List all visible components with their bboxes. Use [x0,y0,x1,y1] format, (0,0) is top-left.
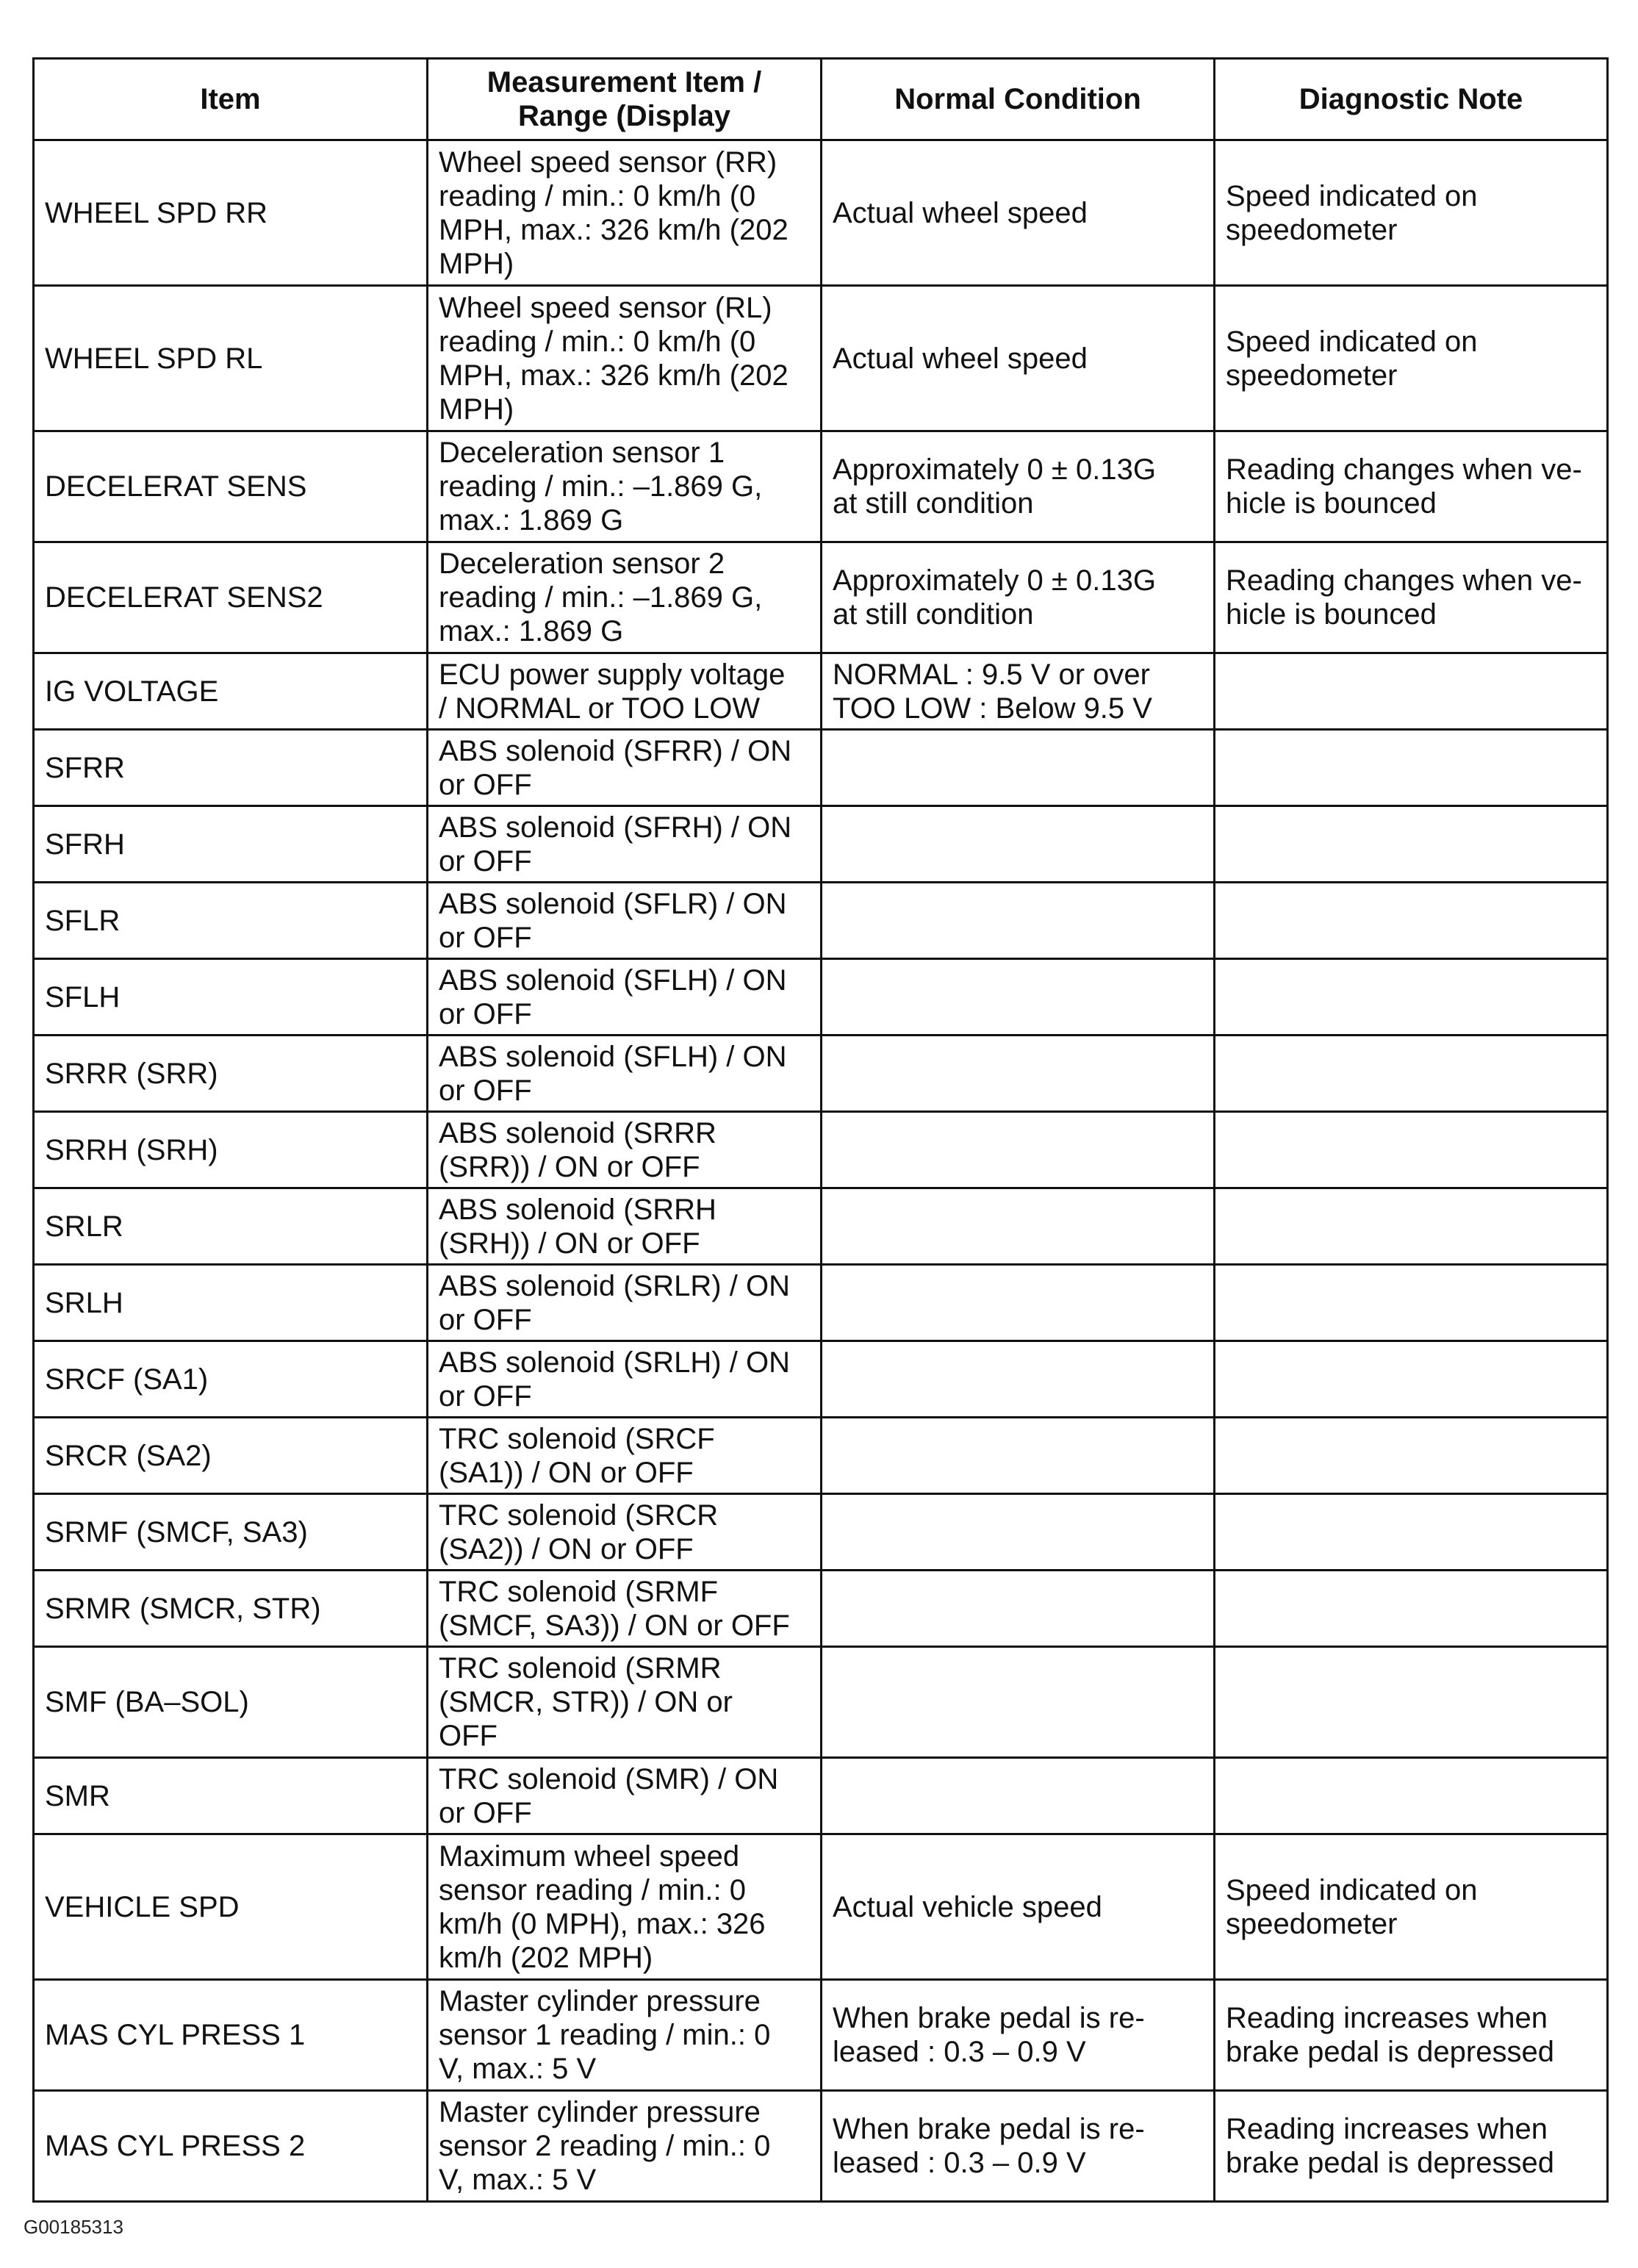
row-item-cell: VEHICLE SPD [34,1834,428,1980]
table-row [34,1834,1608,1980]
row-measurement-cell: ABS solenoid (SRRH (SRH)) / ON or OFF [428,1188,822,1265]
row-item-cell: SFLH [34,959,428,1036]
row-diagnostic-note-cell: Reading increases when brake pedal is depressed [1215,2091,1608,2202]
row-normal-condition-cell: When brake pedal is re- leased : 0.3 – 0.9 V [822,2091,1215,2202]
row-normal-condition-cell [822,1341,1215,1418]
row-item-cell: SRRR (SRR) [34,1036,428,1112]
row-diagnostic-note-cell [1215,730,1608,806]
row-measurement-cell: Deceleration sensor 1 reading / min.: –1.869 G, max.: 1.869 G [428,431,822,542]
row-item-cell: IG VOLTAGE [34,653,428,730]
row-measurement-cell: TRC solenoid (SRCF (SA1)) / ON or OFF [428,1418,822,1494]
table-row [34,653,1608,730]
row-item-cell: DECELERAT SENS2 [34,542,428,653]
table-row [34,806,1608,883]
row-measurement-cell: TRC solenoid (SRMR (SMCR, STR)) / ON or OFF [428,1647,822,1758]
row-diagnostic-note-cell: Speed indicated on speedometer [1215,286,1608,431]
row-measurement-cell: ABS solenoid (SFLH) / ON or OFF [428,1036,822,1112]
row-item-cell: SRRH (SRH) [34,1112,428,1188]
row-item-cell: SRMR (SMCR, STR) [34,1571,428,1647]
row-diagnostic-note-cell [1215,959,1608,1036]
row-item-cell: SFRR [34,730,428,806]
row-measurement-cell: ECU power supply voltage / NORMAL or TOO LOW [428,653,822,730]
row-item-cell: SMR [34,1758,428,1834]
table-row [34,1112,1608,1188]
row-measurement-cell: ABS solenoid (SFRR) / ON or OFF [428,730,822,806]
row-item-cell: MAS CYL PRESS 2 [34,2091,428,2202]
row-normal-condition-cell: Actual wheel speed [822,286,1215,431]
row-item-cell: DECELERAT SENS [34,431,428,542]
row-normal-condition-cell: NORMAL : 9.5 V or over TOO LOW : Below 9.5 V [822,653,1215,730]
row-diagnostic-note-cell [1215,653,1608,730]
row-item-cell: SRLR [34,1188,428,1265]
table-row [34,1188,1608,1265]
table-row [34,1036,1608,1112]
row-measurement-cell: Wheel speed sensor (RL) reading / min.: 0 km/h (0 MPH, max.: 326 km/h (202 MPH) [428,286,822,431]
row-item-cell: MAS CYL PRESS 1 [34,1980,428,2091]
row-measurement-cell: ABS solenoid (SRRR (SRR)) / ON or OFF [428,1112,822,1188]
table-row [34,959,1608,1036]
row-normal-condition-cell: Approximately 0 ± 0.13G at still condition [822,542,1215,653]
row-measurement-cell: ABS solenoid (SFLR) / ON or OFF [428,883,822,959]
table-row [34,140,1608,286]
figure-code: G00185313 [24,2216,123,2238]
row-diagnostic-note-cell [1215,1494,1608,1571]
table-row [34,1418,1608,1494]
table-row [34,542,1608,653]
row-diagnostic-note-cell: Reading changes when ve- hicle is bounced [1215,542,1608,653]
row-item-cell: SMF (BA–SOL) [34,1647,428,1758]
header-item: Item [34,59,428,140]
row-normal-condition-cell [822,883,1215,959]
row-diagnostic-note-cell: Speed indicated on speedometer [1215,140,1608,286]
table-row [34,1265,1608,1341]
row-measurement-cell: TRC solenoid (SRMF (SMCF, SA3)) / ON or OFF [428,1571,822,1647]
diagnostic-data-table [32,57,1609,2203]
row-measurement-cell: Wheel speed sensor (RR) reading / min.: 0 km/h (0 MPH, max.: 326 km/h (202 MPH) [428,140,822,286]
row-diagnostic-note-cell [1215,1265,1608,1341]
row-item-cell: SRLH [34,1265,428,1341]
header-diagnostic-note: Diagnostic Note [1215,59,1608,140]
row-normal-condition-cell: Actual wheel speed [822,140,1215,286]
row-measurement-cell: ABS solenoid (SFRH) / ON or OFF [428,806,822,883]
row-diagnostic-note-cell [1215,1036,1608,1112]
row-normal-condition-cell [822,1036,1215,1112]
row-normal-condition-cell: When brake pedal is re- leased : 0.3 – 0.9 V [822,1980,1215,2091]
table-row [34,883,1608,959]
row-diagnostic-note-cell [1215,1418,1608,1494]
row-normal-condition-cell [822,1758,1215,1834]
table-row [34,730,1608,806]
row-normal-condition-cell [822,1112,1215,1188]
header-normal-condition: Normal Condition [822,59,1215,140]
row-measurement-cell: Master cylinder pressure sensor 1 reading / min.: 0 V, max.: 5 V [428,1980,822,2091]
table-row [34,1341,1608,1418]
row-diagnostic-note-cell [1215,1341,1608,1418]
row-diagnostic-note-cell: Speed indicated on speedometer [1215,1834,1608,1980]
row-normal-condition-cell [822,1188,1215,1265]
row-diagnostic-note-cell [1215,1112,1608,1188]
row-normal-condition-cell [822,806,1215,883]
row-diagnostic-note-cell [1215,1758,1608,1834]
row-measurement-cell: Deceleration sensor 2 reading / min.: –1.869 G, max.: 1.869 G [428,542,822,653]
row-item-cell: SRCR (SA2) [34,1418,428,1494]
row-measurement-cell: TRC solenoid (SRCR (SA2)) / ON or OFF [428,1494,822,1571]
row-item-cell: WHEEL SPD RL [34,286,428,431]
table-header-row [34,59,1608,140]
row-item-cell: SFLR [34,883,428,959]
row-measurement-cell: ABS solenoid (SRLR) / ON or OFF [428,1265,822,1341]
row-item-cell: SFRH [34,806,428,883]
table-row [34,1758,1608,1834]
table-row [34,431,1608,542]
row-item-cell: WHEEL SPD RR [34,140,428,286]
table-row [34,286,1608,431]
row-normal-condition-cell [822,959,1215,1036]
table-row [34,2091,1608,2202]
row-diagnostic-note-cell [1215,883,1608,959]
table-row [34,1571,1608,1647]
row-measurement-cell: ABS solenoid (SFLH) / ON or OFF [428,959,822,1036]
row-normal-condition-cell [822,1571,1215,1647]
table-body [34,140,1608,2202]
row-diagnostic-note-cell [1215,1188,1608,1265]
header-measurement-item: Measurement Item / Range (Display [428,59,822,140]
row-normal-condition-cell [822,1647,1215,1758]
row-normal-condition-cell [822,730,1215,806]
table-row [34,1647,1608,1758]
table-row [34,1980,1608,2091]
row-diagnostic-note-cell [1215,1647,1608,1758]
row-diagnostic-note-cell: Reading increases when brake pedal is depressed [1215,1980,1608,2091]
row-diagnostic-note-cell: Reading changes when ve- hicle is bounced [1215,431,1608,542]
row-normal-condition-cell: Approximately 0 ± 0.13G at still condition [822,431,1215,542]
row-measurement-cell: TRC solenoid (SMR) / ON or OFF [428,1758,822,1834]
row-measurement-cell: Maximum wheel speed sensor reading / min.: 0 km/h (0 MPH), max.: 326 km/h (202 MPH) [428,1834,822,1980]
row-item-cell: SRMF (SMCF, SA3) [34,1494,428,1571]
row-diagnostic-note-cell [1215,1571,1608,1647]
table-row [34,1494,1608,1571]
row-normal-condition-cell [822,1494,1215,1571]
row-measurement-cell: Master cylinder pressure sensor 2 reading / min.: 0 V, max.: 5 V [428,2091,822,2202]
row-normal-condition-cell [822,1418,1215,1494]
row-item-cell: SRCF (SA1) [34,1341,428,1418]
row-normal-condition-cell: Actual vehicle speed [822,1834,1215,1980]
row-diagnostic-note-cell [1215,806,1608,883]
row-normal-condition-cell [822,1265,1215,1341]
row-measurement-cell: ABS solenoid (SRLH) / ON or OFF [428,1341,822,1418]
